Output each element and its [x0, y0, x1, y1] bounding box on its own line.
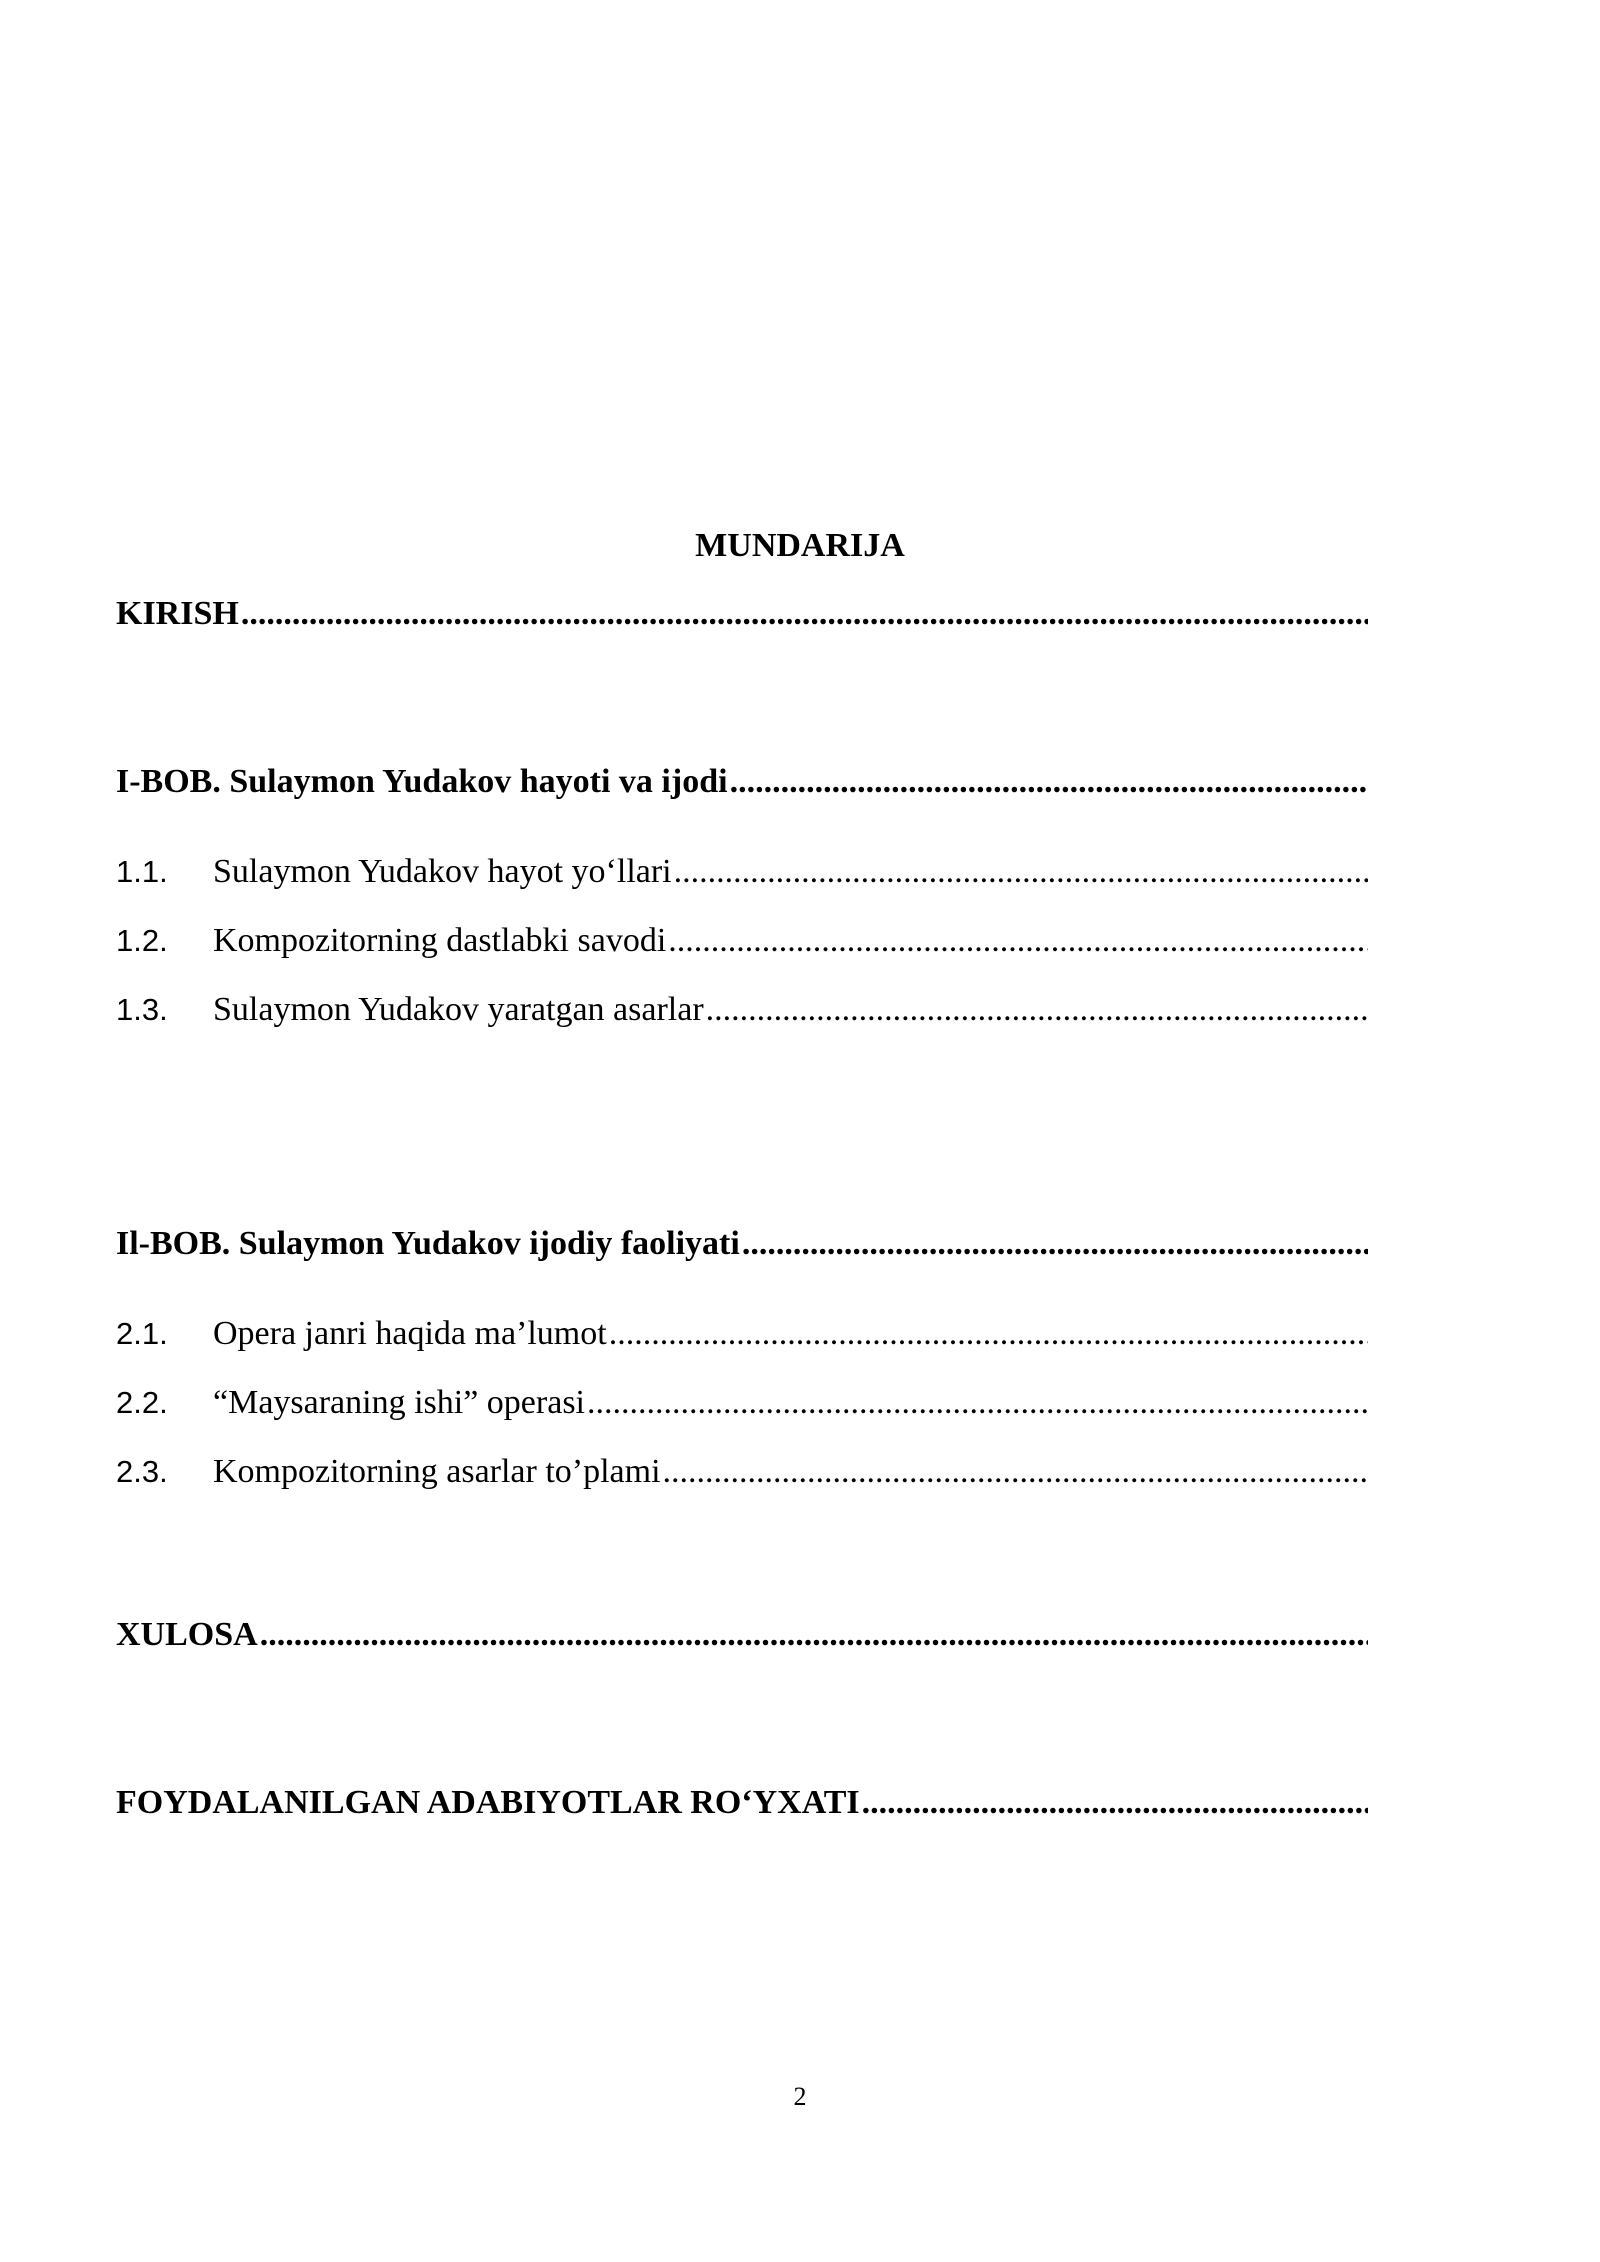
toc-entry-references [116, 1779, 1368, 1827]
toc-entry-label: Kompozitorning dastlabki savodi [213, 922, 667, 959]
toc-leader-dots [674, 848, 1368, 896]
toc-entry-1-1 [116, 848, 1368, 896]
toc-leader-dots [706, 986, 1368, 1034]
toc-entry-2-1 [116, 1310, 1368, 1358]
toc-entry-label: FOYDALANILGAN ADABIYOTLAR RO‘YXATI [116, 1784, 860, 1821]
toc-entry-number: 2.1. [116, 1316, 168, 1351]
toc-entry-number: 1.2. [116, 923, 168, 958]
toc-entry-label: I-BOB. Sulaymon Yudakov hayoti va ijodi [116, 763, 728, 800]
toc-leader-dots [862, 1779, 1368, 1827]
toc-leader-dots [260, 1611, 1368, 1659]
toc-leader-dots [730, 758, 1368, 806]
toc-entry-chapter-2 [116, 1220, 1368, 1268]
toc-entry-label: Sulaymon Yudakov yaratgan asarlar [213, 991, 704, 1028]
toc-entry-label: Sulaymon Yudakov hayot yo‘llari [213, 853, 672, 890]
toc-entry-label: Kompozitorning asarlar to’plami [213, 1453, 661, 1490]
toc-leader-dots [241, 590, 1368, 638]
toc-entry-1-3 [116, 986, 1368, 1034]
toc-entry-label: “Maysaraning ishi” operasi [213, 1384, 585, 1421]
toc-leader-dots [609, 1310, 1368, 1358]
toc-entry-chapter-1 [116, 758, 1368, 806]
toc-entry-label: Opera janri haqida ma’lumot [213, 1315, 607, 1352]
toc-entry-1-2 [116, 917, 1368, 965]
toc-entry-number: 2.3. [116, 1454, 168, 1489]
page-number: 2 [793, 2082, 807, 2111]
toc-entry-2-3 [116, 1448, 1368, 1496]
toc-entry-label: KIRISH [116, 595, 239, 632]
toc-entry-xulosa [116, 1611, 1368, 1659]
page-title: MUNDARIJA [695, 527, 905, 564]
toc-entry-number: 2.2. [116, 1385, 168, 1420]
toc-entry-kirish [116, 590, 1368, 638]
toc-leader-dots [587, 1379, 1368, 1427]
toc-leader-dots [663, 1448, 1368, 1496]
toc-entry-label: XULOSA [116, 1616, 258, 1653]
toc-entry-label: Il-BOB. Sulaymon Yudakov ijodiy faoliyati [116, 1225, 740, 1262]
toc-entry-number: 1.3. [116, 992, 168, 1027]
toc-leader-dots [742, 1220, 1368, 1268]
toc-entry-2-2 [116, 1379, 1368, 1427]
toc-entry-number: 1.1. [116, 854, 168, 889]
toc-leader-dots [668, 917, 1368, 965]
